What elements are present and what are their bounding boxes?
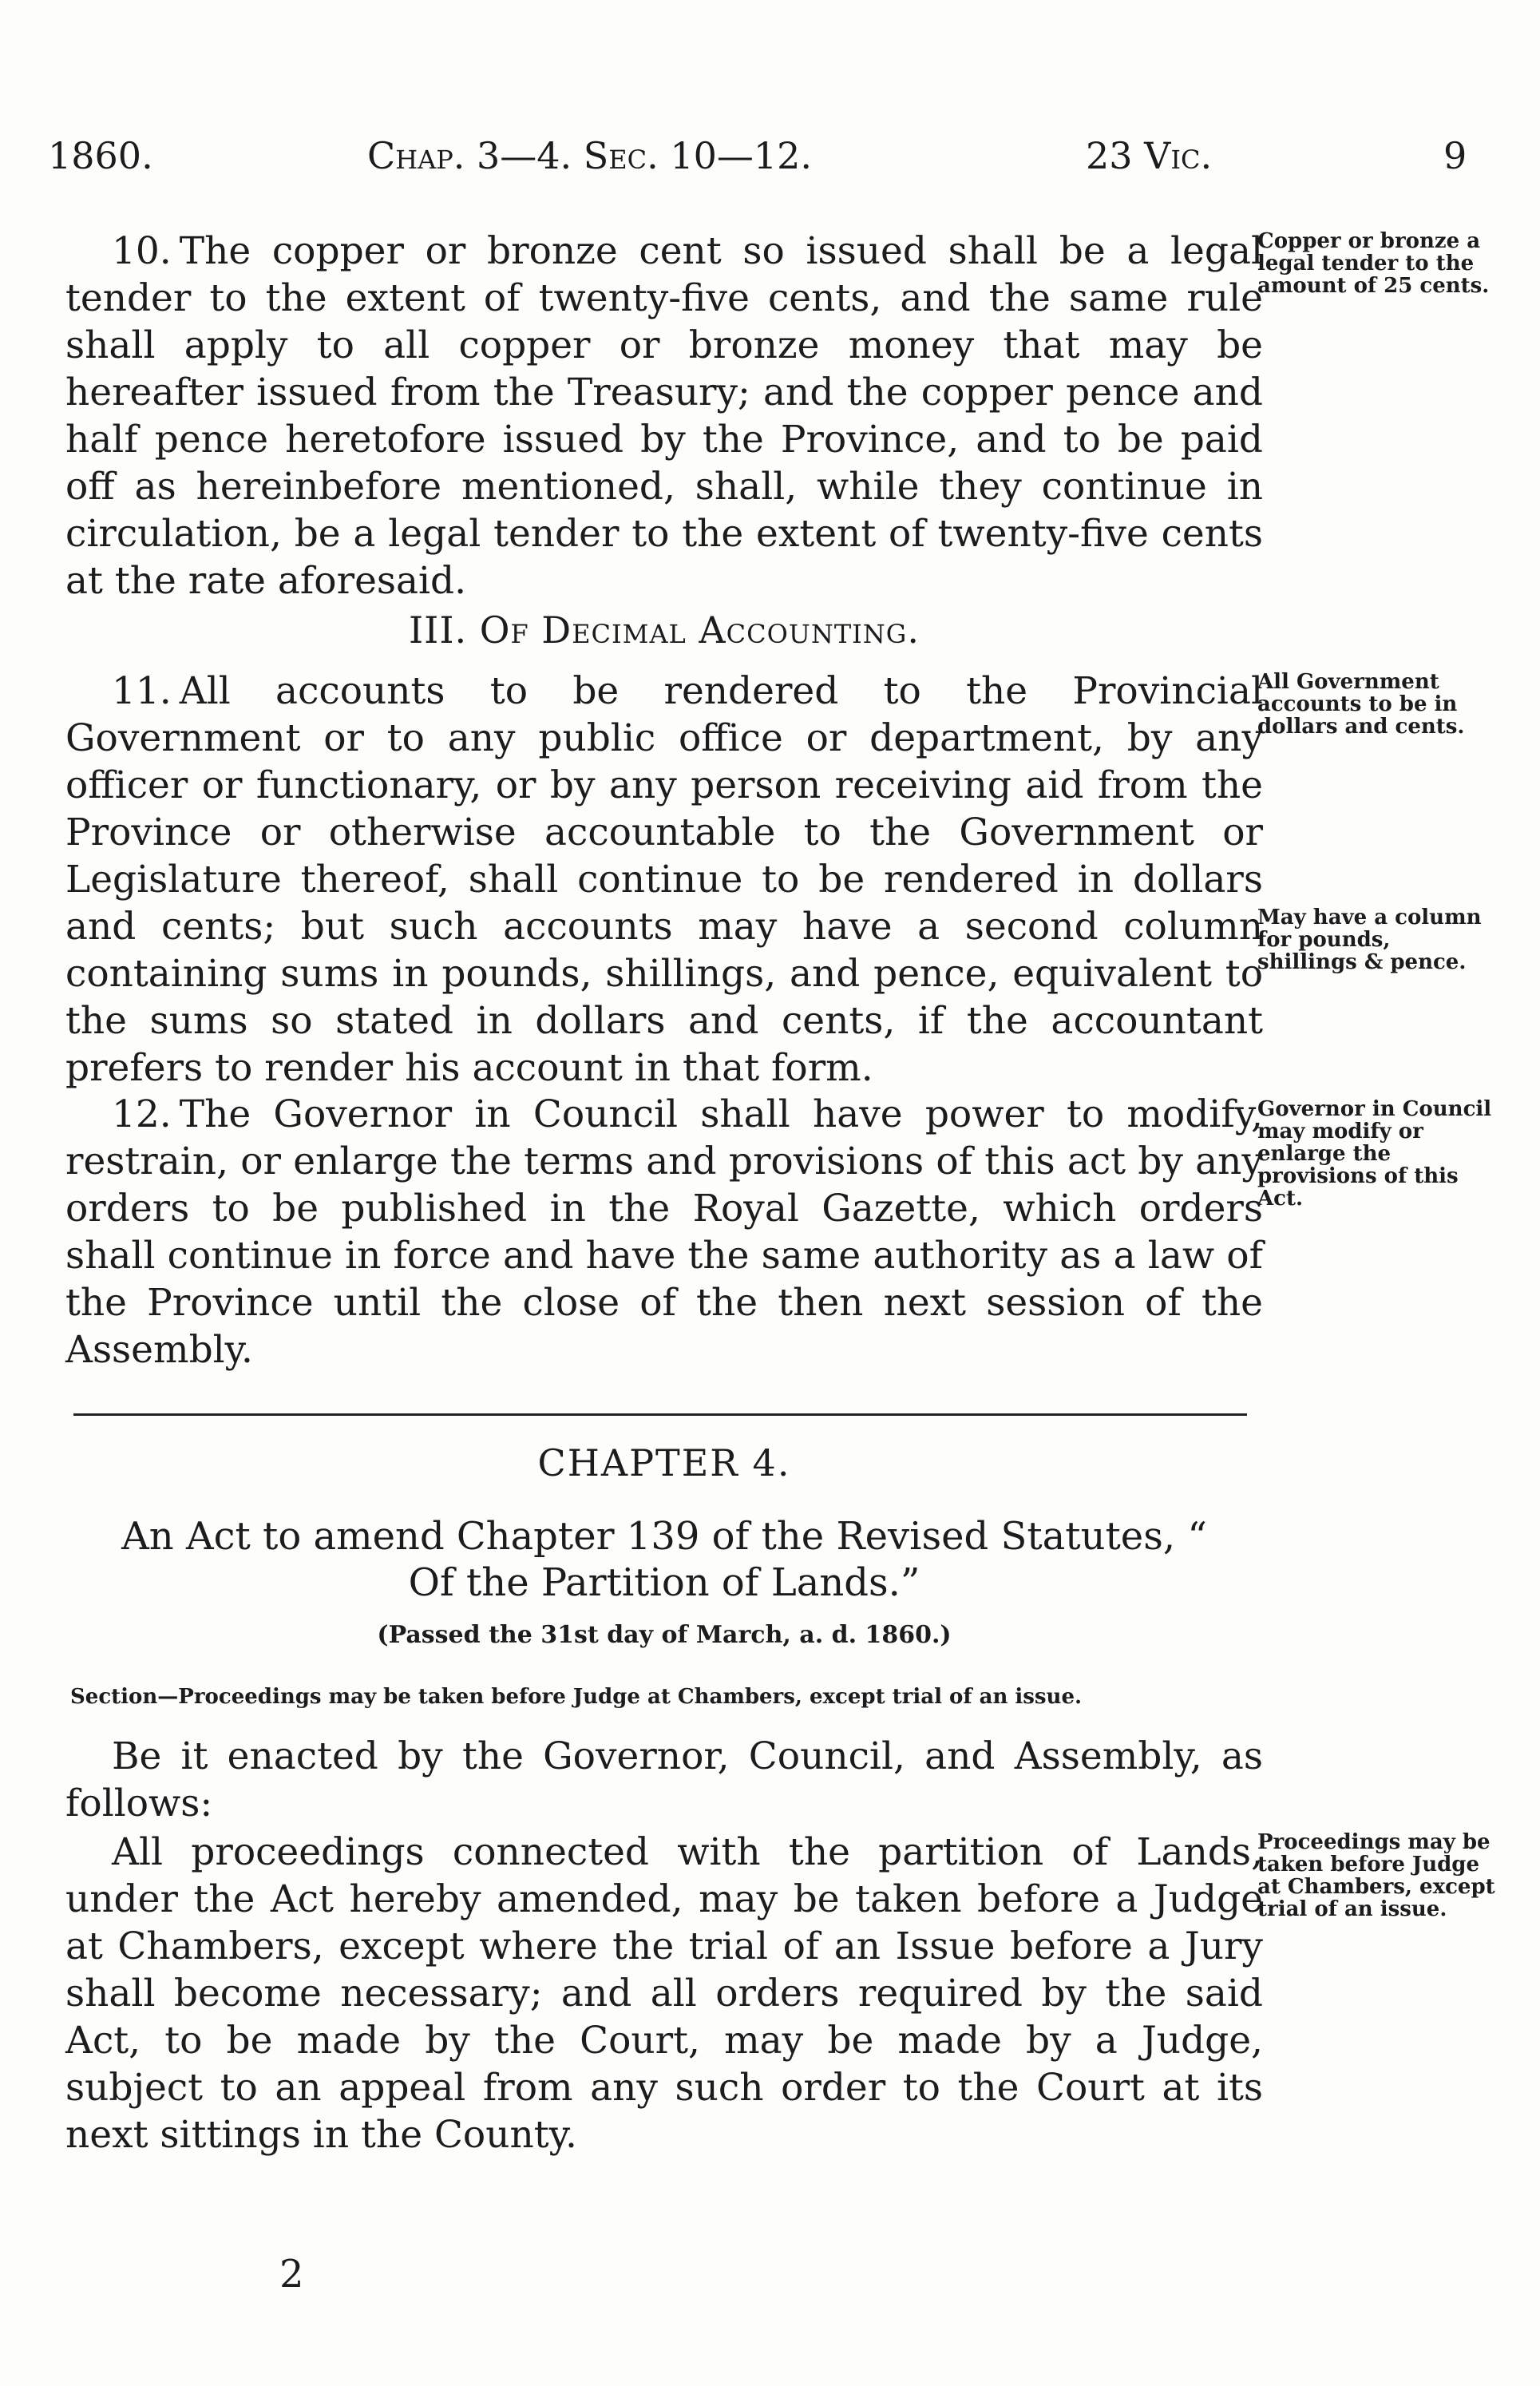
chapter-divider — [73, 1413, 1247, 1416]
header-year: 1860. — [48, 134, 153, 177]
enacting-clause — [65, 1733, 1263, 1827]
margin-note-sec11-dollars: All Government accounts to be in dollars and cents. — [1257, 670, 1465, 739]
margin-note-sec12: Governor in Council may modify or enlarge the provisions of this Act. — [1257, 1097, 1492, 1211]
margin-note-sec10: Copper or bronze a legal tender to the amount of 25 cents. — [1257, 229, 1490, 298]
enacting-clause-text: Be it enacted by the Governor, Council, and Assembly, as follows: — [65, 1734, 1263, 1825]
section-12-text: The Governor in Council shall have power to modify, restrain, or enlarge the terms and provisions of this act by any orders to be published in the Royal Gazette, which orders shall continue in force and have the same authority as a law of the Province until the close of the then next session of the Assembly. — [65, 1092, 1263, 1372]
margin-note-chapter4: Proceedings may be taken before Judge at Chambers, except trial of an issue. — [1257, 1830, 1495, 1921]
chapter-4-heading: CHAPTER 4. — [537, 1441, 791, 1484]
section-12 — [65, 1091, 1263, 1373]
chapter-4-body — [65, 1829, 1263, 2158]
section-10 — [65, 228, 1263, 604]
section-10-number: 10. — [112, 229, 172, 273]
header-regnal-year: 23 Vic. — [1086, 134, 1213, 177]
section-11-number: 11. — [112, 669, 172, 713]
section-11-text: All accounts to be rendered to the Provincial Government or to any public office or department, by any officer or functionary, or by any person receiving aid from the Province or otherwise accountable to the Government or Legislature thereof, shall continue to be rendered in dollars and cents; but such accounts may have a second column containing sums in pounds, shillings, and pence, equivalent to the sums so stated in dollars and cents, if the accountant prefers to render his account in that form. — [65, 669, 1263, 1090]
section-10-text: The copper or bronze cent so issued shall be a legal tender to the extent of twenty-five cents, and the same rule shall apply to all copper or bronze money that may be hereafter issued from the Treasury; and the copper pence and half pence heretofore issued by the Province, and to be paid off as hereinbefore mentioned, shall, while they continue in circulation, be a legal tender to the extent of twenty-five cents at the rate aforesaid. — [65, 229, 1263, 603]
chapter-4-title: An Act to amend Chapter 139 of the Revised Statutes, “ Of the Partition of Lands.” — [121, 1514, 1207, 1605]
signature-mark: 2 — [279, 2252, 304, 2297]
header-chapter-section: Chap. 3—4. Sec. 10—12. — [367, 134, 813, 177]
running-header — [48, 134, 1493, 190]
margin-note-sec11-pounds: May have a column for pounds, shillings & pence. — [1257, 906, 1482, 974]
section-summary: Section—Proceedings may be taken before Judge at Chambers, except trial of an issue. — [70, 1685, 1083, 1709]
part-3-heading: III. Of Decimal Accounting. — [409, 608, 920, 652]
header-page-number: 9 — [1443, 134, 1467, 177]
section-11 — [65, 668, 1263, 1092]
chapter-4-body-text: All proceedings connected with the partition of Lands, under the Act hereby amended, may be taken before a Judge at Chambers, except where the trial of an Issue before a Jury shall become necessary; and all orders required by the said Act, to be made by the Court, may be made by a Judge, subject to an appeal from any such order to the Court at its next sittings in the County. — [65, 1830, 1263, 2157]
section-12-number: 12. — [112, 1092, 172, 1136]
passed-date: (Passed the 31st day of March, a. d. 1860.) — [377, 1621, 952, 1649]
